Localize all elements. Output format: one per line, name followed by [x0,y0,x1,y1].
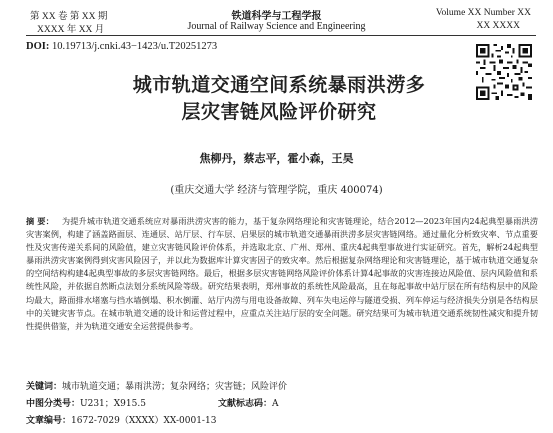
author-list: 焦柳丹，蔡志平，霍小森，王昊 [199,152,354,165]
doi-line[interactable] [26,41,217,52]
doc-code-value: A [272,399,279,409]
paper-title [70,72,488,126]
header-rule [26,35,536,36]
abstract-label: 摘 要： [26,216,54,226]
title-line: 城市轨道交通空间系统暴雨洪涝多 [132,74,426,96]
clc-line [26,396,146,409]
date-cn: XXXX 年 XX 月 [37,25,105,35]
article-number-line [26,413,216,426]
keywords-value: 城市轨道交通；暴雨洪涝；复杂网络；灾害链；风险评价 [62,382,288,392]
date-en: XX XXXX [476,21,520,31]
doi-value: 10.19713/j.cnki.43−1423/u.T20251273 [49,41,218,52]
journal-name-cn: 铁道科学与工程学报 [231,11,322,22]
affiliation: (重庆交通大学 经济与管理学院，重庆 400074) [170,185,383,196]
keywords-line [26,379,287,392]
article-number-value: 1672-7029（XXXX）XX-0001-13 [71,416,217,426]
journal-name-en: Journal of Railway Science and Engineering [187,21,366,32]
doi-label: DOI: [26,41,50,52]
volume-issue-en: Volume XX Number XX [435,8,531,18]
abstract [26,215,538,333]
title-line: 层灾害链风险评价研究 [181,101,377,123]
clc-value: U231；X915.5 [80,399,146,409]
keywords-label: 关键词： [26,382,63,392]
doc-code-line [218,396,279,409]
doc-code-label: 文献标志码： [218,399,273,409]
article-number-label: 文章编号： [26,416,72,426]
clc-label: 中图分类号： [26,399,81,409]
volume-issue-cn: 第 XX 卷 第 XX 期 [30,12,108,22]
abstract-text: 为提升城市轨道交通系统应对暴雨洪涝灾害的能力，基于复杂网络理论和灾害链理论，结合2012—2023年国内24起典型暴雨洪涝灾害案例，构建了涵盖路面层、连通层、站厅层、行车层、启果层的城市轨道交通暴雨洪涝多层灾害链网络。通过量化分析致灾率、节点重要性及灾害传递关系间的风险值，建立灾害链风险评价体系，并选取北京、广州、郑州、重庆4起典型事故进行实证研究。首先，解析24起典型暴雨洪涝灾害案例得到灾害风险因子，并以此为数据库计算灾害因子的致灾率。然后根据复杂网络理论和灾害链理论，基于城市轨道交通复杂的空间结构构建4起典型事故的多层灾害链网络。最后，根据多层灾害链网络风险评价体系计算4起事故的灾害连接边风险值、层内风险值和系统性风险，并依据自然断点法划分系统风险等级。研究结果表明，郑州事故的系统性风险最高，且在每起事故中站厅层在所有结构层中的风险均最大，路面排水堵塞与挡水墙倒塌、积水倒灌、站厅内涝与用电设备故障、列车失电运停与隧道受损、列车停运与经济损失分别是各结构层中的关键灾害节点。在城市轨道交通的设计和运营过程中，应重点关注站厅层的安全问题。研究结果可为城市轨道交通系统韧性减灾和提升韧性提供借鉴，并为轨道交通安全运营提供参考。 [26,216,538,331]
